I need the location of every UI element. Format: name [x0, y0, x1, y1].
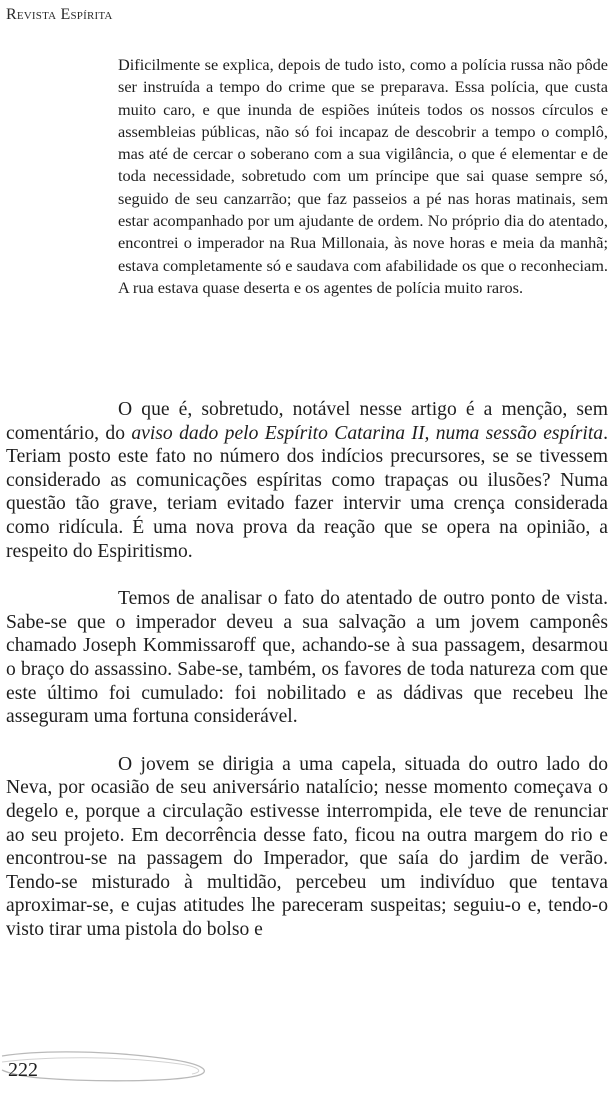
quote-paragraph: Dificilmente se explica, depois de tudo isto, como a polícia russa não pôde ser instruída a tempo do crime que se preparava. Essa polícia, que custa muito caro, e que inunda de espiões inúteis todos os nossos círculos e assembleias públicas, não só foi incapaz de descobrir a tempo o complô, mas até de cercar o soberano com a sua vigilância, o que é elementar e de toda necessidade, sobretudo com um príncipe que sai quase sempre só, seguido de seu canzarrão; que faz passeios a pé nas horas matinais, sem estar acompanhado por um ajudante de ordem. No próprio dia do atentado, encontrei o imperador na Rua Millonaia, às nove horas e meia da manhã; estava completamente só e saudava com afabilidade os que o reconheciam. A rua estava quase deserta e os agentes de polícia muito raros.	[118, 55, 608, 297]
running-head: Revista Espírita	[6, 6, 113, 23]
page-number: 222	[8, 1059, 38, 1081]
body-paragraph-2: Temos de analisar o fato do atentado de outro ponto de vista. Sabe-se que o imperador deveu a sua salvação a um jovem camponês chamado Joseph Kommissaroff que, achando-se à sua passagem, desarmou o braço do assassino. Sabe-se, também, os favores de toda natureza com que este último foi cumulado: foi nobilitado e as dádivas que recebeu lhe asseguram uma fortuna considerável.	[6, 588, 608, 728]
body-text	[6, 398, 608, 941]
body-paragraph-1-start: O que é, sobretudo, notável nesse artigo é a menção, sem comentário, do	[6, 399, 608, 444]
body-paragraph-1	[6, 398, 608, 563]
block-quote	[118, 54, 608, 299]
body-paragraph-1-end: . Teriam posto este fato no número dos indícios precursores, se se tivessem considerado as comunicações espíritas como trapaças ou ilusões? Numa questão tão grave, teriam evitado fazer intervir uma crença considerada como ridícula. É uma nova prova da reação que se opera na opinião, a respeito do Espiritismo.	[6, 422, 608, 562]
body-paragraph-3: O jovem se dirigia a uma capela, situada do outro lado do Neva, por ocasião de seu aniversário natalício; nesse momento começava o degelo e, porque a circulação estivesse interrompida, ele teve de renunciar ao seu projeto. Em decorrência desse fato, ficou na outra margem do rio e encontrou-se na passagem do Imperador, que saía do jardim de verão. Tendo-se misturado à multidão, percebeu um indivíduo que tentava aproximar-se, e cujas atitudes lhe pareceram suspeitas; seguiu-o e, tendo-o visto tirar uma pistola do bolso e	[6, 753, 608, 940]
body-paragraph-1-italic: aviso dado pelo Espírito Catarina II, numa sessão espírita	[131, 422, 604, 444]
